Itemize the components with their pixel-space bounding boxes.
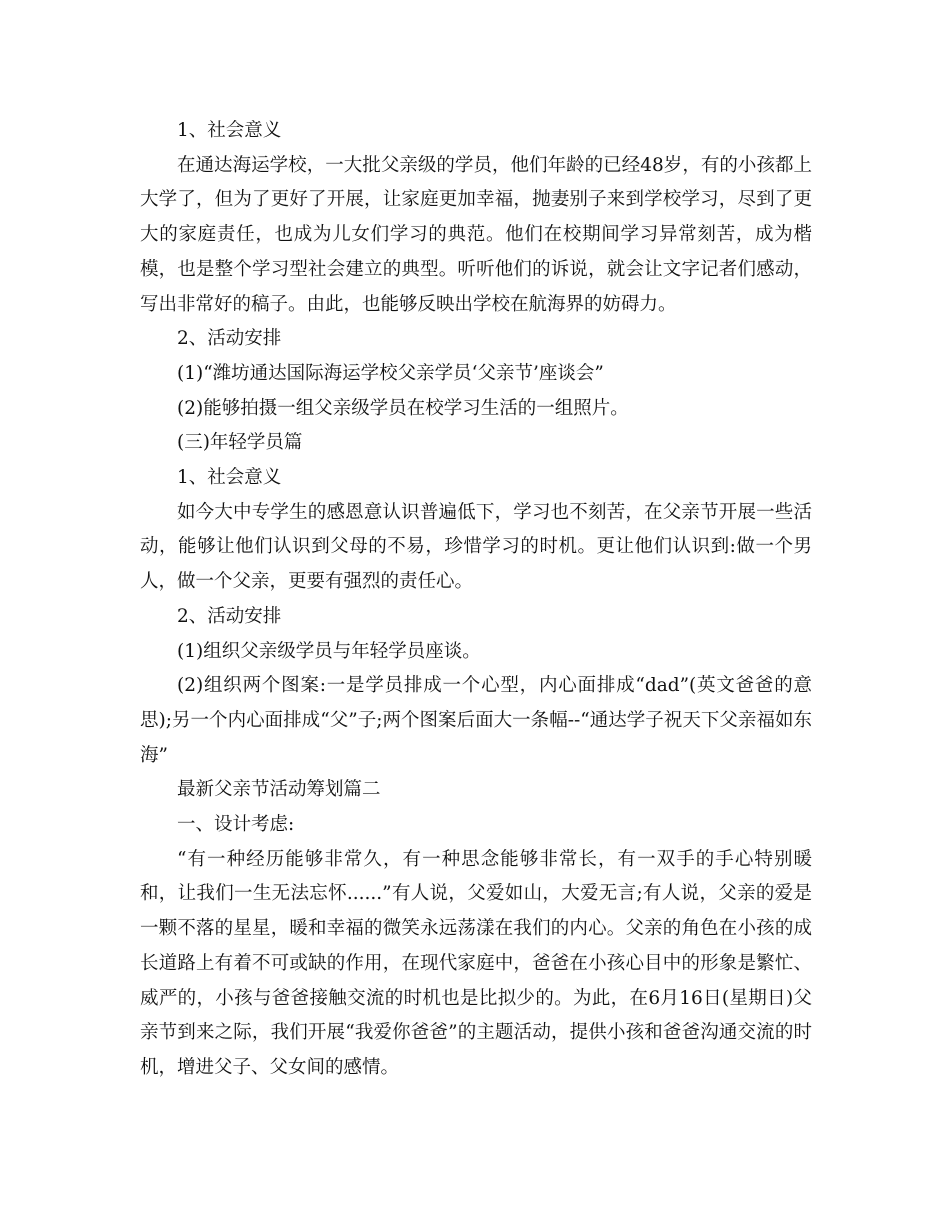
heading-design-considerations: 一、设计考虑: <box>177 814 295 836</box>
body-paragraph: “有一种经历能够非常久，有一种思念能够非常长，有一双手的手心特别暖和，让我们一生无法忘怀......”有人说，父爱如山，大爱无言;有人说，父亲的爱是一颗不落的星星，暖和幸福的微笑永远荡漾在我们的内心。父亲的角色在小孩的成长道路上有着不可或缺的作用，在现代家庭中，爸爸在小孩心目中的形象是繁忙、威严的，小孩与爸爸接触交流的时机也是比拟少的。为此，在6月16日(星期日)父亲节到来之际，我们开展“我爱你爸爸”的主题活动，提供小孩和爸爸沟通交流的时机，增进父子、父女间的感情。 <box>140 848 812 1078</box>
list-item: (1)组织父亲级学员与年轻学员座谈。 <box>177 640 481 662</box>
article-title-part-two: 最新父亲节活动筹划篇二 <box>177 779 381 801</box>
heading-social-significance: 1、社会意义 <box>177 467 282 489</box>
heading-social-significance: 1、社会意义 <box>177 120 282 141</box>
body-paragraph: 在通达海运学校，一大批父亲级的学员，他们年龄的已经48岁，有的小孩都上大学了，但为了更好了开展，让家庭更加幸福，抛妻别子来到学校学习，尽到了更大的家庭责任，也成为儿女们学习的典范。他们在校期间学习异常刻苦，成为楷模，也是整个学习型社会建立的典型。听听他们的诉说，就会让文字记者们感动，写出非常好的稿子。由此，也能够反映出学校在航海界的妨碍力。 <box>140 154 812 315</box>
body-paragraph: 如今大中专学生的感恩意认识普遍低下，学习也不刻苦，在父亲节开展一些活动，能够让他们认识到父母的不易，珍惜学习的时机。更让他们认识到:做一个男人，做一个父亲，更要有强烈的责任心。 <box>140 501 812 593</box>
list-item: (2)组织两个图案:一是学员排成一个心型，内心面排成“dad”(英文爸爸的意思);另一个内心面排成“父”子;两个图案后面大一条幅--“通达学子祝天下父亲福如东海” <box>140 675 812 766</box>
document-body <box>140 114 812 1086</box>
heading-activity-arrangement: 2、活动安排 <box>177 328 282 350</box>
section-heading-young-students: (三)年轻学员篇 <box>177 432 303 454</box>
list-item: (2)能够拍摄一组父亲级学员在校学习生活的一组照片。 <box>177 397 629 419</box>
heading-activity-arrangement: 2、活动安排 <box>177 605 282 627</box>
list-item: (1)“潍坊通达国际海运学校父亲学员‘父亲节’座谈会” <box>177 362 604 384</box>
